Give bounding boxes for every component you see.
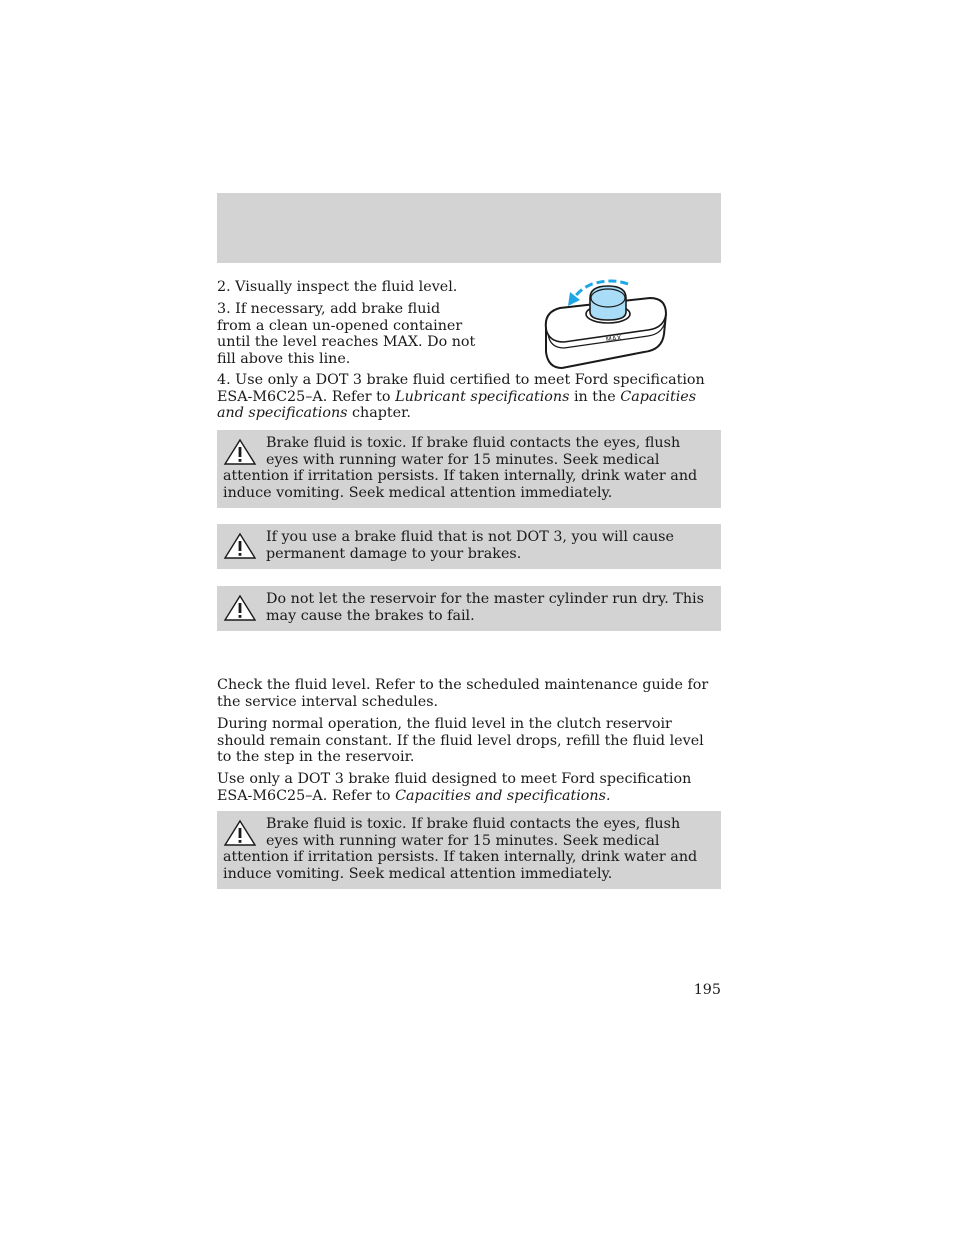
section-header-band [217, 193, 721, 263]
warning-triangle-icon [223, 594, 257, 622]
warning-text: Do not let the reservoir for the master cylinder run dry. This may cause the brakes to fail. [266, 591, 704, 624]
warning-box-dot3 [217, 524, 721, 569]
brake-fluid-reservoir-icon [540, 276, 672, 372]
step-4-part-c: chapter. [347, 405, 411, 421]
clutch-paragraph-3 [217, 771, 721, 804]
warning-text: Brake fluid is toxic. If brake fluid contacts the eyes, flush eyes with running water for 15 minutes. Seek medical attention if irritation persists. If taken internally, drink water and induce vomiting. Seek medical attention immediately. [223, 435, 698, 501]
lubricant-spec-ref: Lubricant specifications [395, 388, 570, 405]
step-2-text: 2. Visually inspect the fluid level. [217, 279, 458, 295]
capacities-spec-ref: Capacities and specifications [217, 388, 697, 421]
page-number: 195 [693, 982, 721, 998]
warning-box-toxic-2 [217, 811, 721, 889]
warning-triangle-icon [223, 438, 257, 466]
brake-reservoir-figure [540, 276, 672, 372]
clutch-paragraph-2: During normal operation, the fluid level in the clutch reservoir should remain constant. If the fluid level drops, refill the fluid level to the step in the reservoir. [217, 716, 704, 765]
warning-text: If you use a brake fluid that is not DOT 3, you will cause permanent damage to your brakes. [266, 529, 674, 562]
max-level-label: MAX [605, 333, 623, 345]
clutch-paragraph-3-text: Use only a DOT 3 brake fluid designed to meet Ford specification ESA-M6C25–A. Refer to [217, 771, 692, 804]
step-4-part-a: 4. Use only a DOT 3 brake fluid certified to meet Ford specification ESA-M6C25–A. Refer to [217, 372, 705, 405]
clutch-paragraph-1: Check the fluid level. Refer to the scheduled maintenance guide for the service interval schedules. [217, 677, 709, 710]
warning-box-toxic-1 [217, 430, 721, 508]
step-3-text: 3. If necessary, add brake fluid from a clean un-opened container until the level reaches MAX. Do not fill above this line. [217, 301, 476, 367]
warning-box-run-dry [217, 586, 721, 631]
warning-text: Brake fluid is toxic. If brake fluid contacts the eyes, flush eyes with running water for 15 minutes. Seek medical attention if irritation persists. If taken internally, drink water and induce vomiting. Seek medical attention immediately. [223, 816, 698, 882]
warning-triangle-icon [223, 819, 257, 847]
capacities-spec-ref: Capacities and specifications. [395, 787, 611, 804]
warning-triangle-icon [223, 532, 257, 560]
step-4-text [217, 372, 721, 422]
step-4-part-b: in the [569, 388, 621, 405]
